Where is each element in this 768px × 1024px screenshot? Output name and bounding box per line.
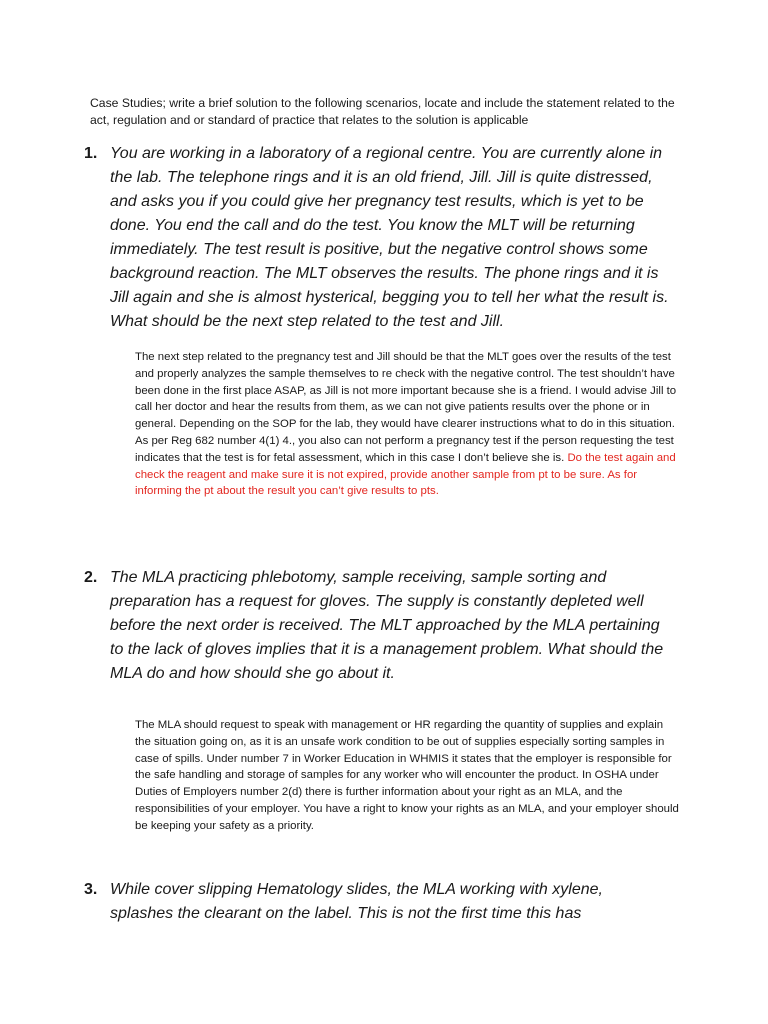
instructions-text: Case Studies; write a brief solution to the following scenarios, locate and include the statement related to the act, regulation and or standard of practice that relates to the solution is applicable xyxy=(90,96,675,127)
question-text: While cover slipping Hematology slides, the MLA working with xylene, splashes the clearant on the label. This is not the first time this has xyxy=(110,881,603,922)
question-number: 3. xyxy=(84,881,98,898)
answer-text: The next step related to the pregnancy test and Jill should be that the MLT goes over the results of the test and properly analyzes the sample themselves to re check with the negative control. The test shouldn’t have been done in the first place ASAP, as Jill is not more important because she is a friend. I would advise Jill to call her doctor and hear the results from them, as we can not give patients results over the phone or in general. Depending on the SOP for the lab, they would have clearer instructions what to do in this situation. As per Reg 682 number 4(1) 4., you also can not perform a pregnancy test if the person requesting the test indicates that the test is for fetal assessment, which in this case I don’t believe she is. xyxy=(135,351,677,464)
question-3 xyxy=(84,878,670,926)
question-1 xyxy=(84,142,670,334)
question-number: 2. xyxy=(84,569,98,586)
answer-text: The MLA should request to speak with management or HR regarding the quantity of supplies and explain the situation going on, as it is an unsafe work condition to be out of supplies especially sorting samples in case of spills. Under number 7 in Worker Education in WHMIS it states that the employer is responsible for the safe handling and storage of samples for any worker who will encounter the product. In OSHA under Duties of Employers number 2(d) there is further information about your right as an MLA, and the responsibilities of your employer. You have a right to know your rights as an MLA, and your employer should be keeping your safety as a priority. xyxy=(135,719,679,832)
answer-2 xyxy=(135,717,680,835)
question-text: The MLA practicing phlebotomy, sample receiving, sample sorting and preparation has a request for gloves. The supply is constantly depleted well before the next order is received. The MLT approached by the MLA pertaining to the lack of gloves implies that it is a management problem. What should the MLA do and how should she go about it. xyxy=(110,569,664,682)
question-text: You are working in a laboratory of a regional centre. You are currently alone in the lab. The telephone rings and it is an old friend, Jill. Jill is quite distressed, and asks you if you could give her pregnancy test results, which is yet to be done. You end the call and do the test. You know the MLT will be returning immediately. The test result is positive, but the negative control shows some background reaction. The MLT observes the results. The phone rings and it is Jill again and she is almost hysterical, begging you to tell her what the result is. What should be the next step related to the test and Jill. xyxy=(110,145,669,330)
feedback-text: Do the test again and check the reagent and make sure it is not expired, provide another sample from pt to be sure. As for informing the pt about the result you can’t give results to pts. xyxy=(135,451,676,498)
answer-1 xyxy=(135,349,680,500)
question-2 xyxy=(84,566,670,686)
question-number: 1. xyxy=(84,145,98,162)
